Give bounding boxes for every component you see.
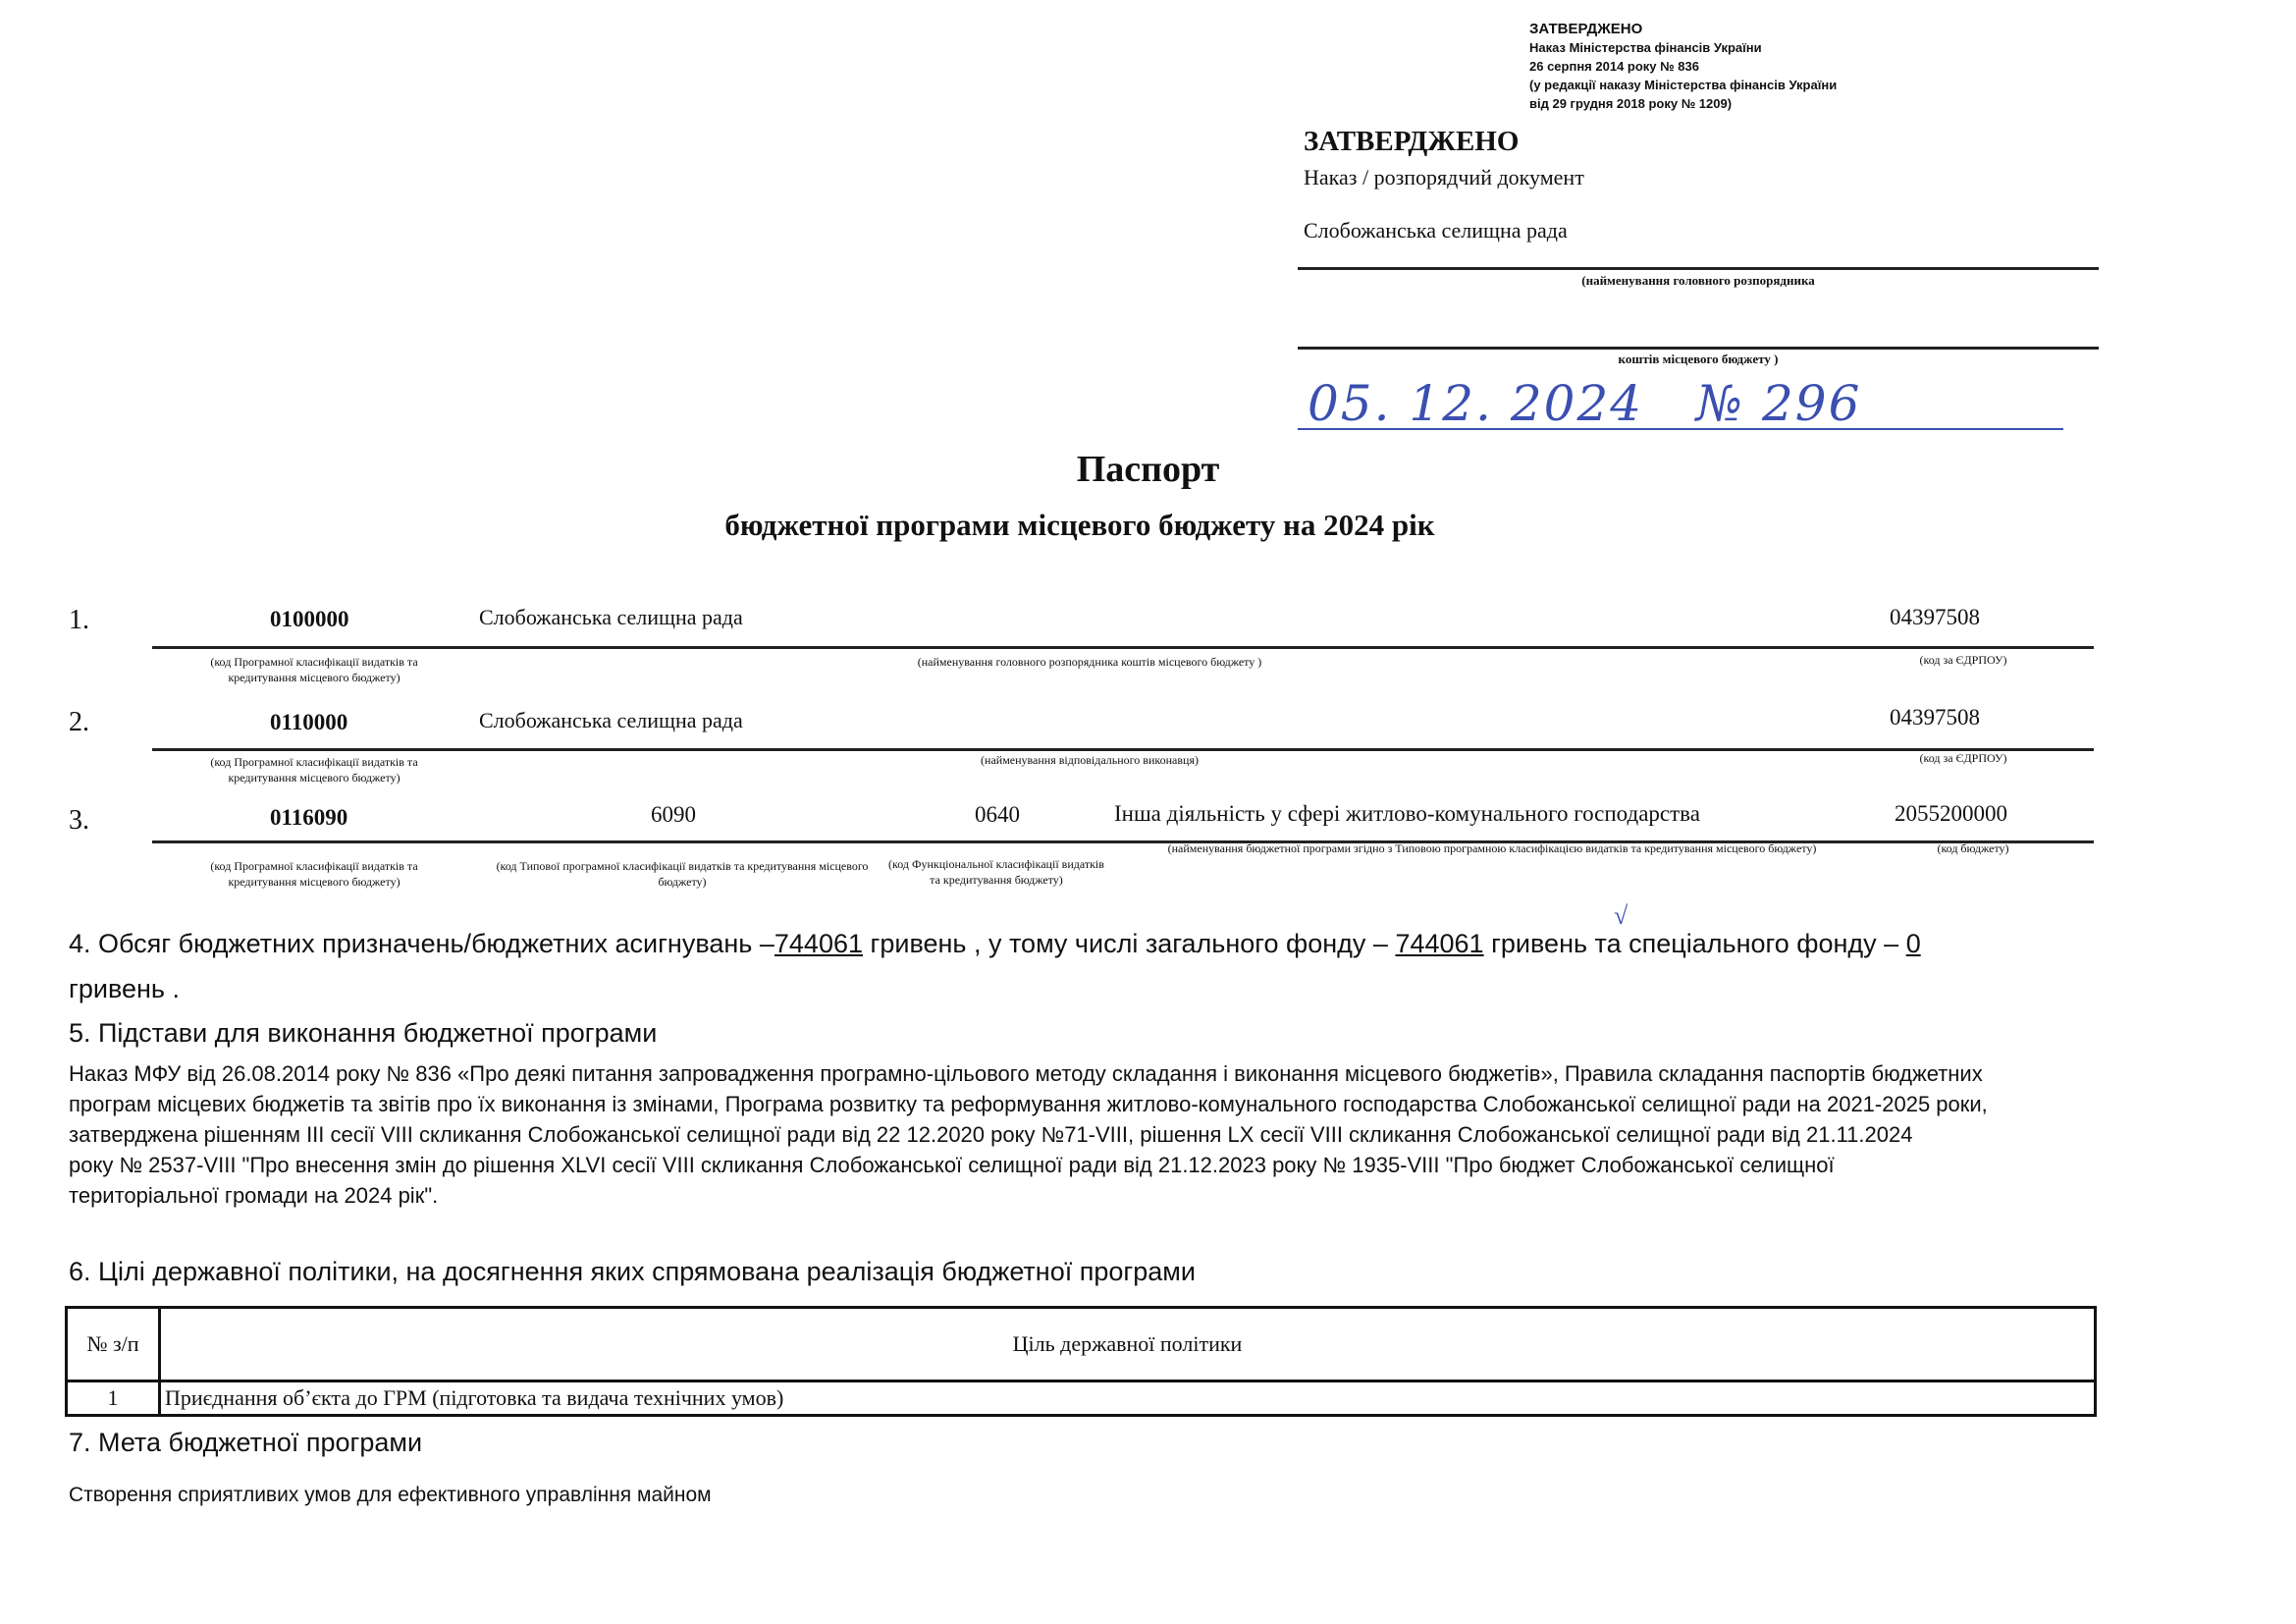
caption: (код за ЄДРПОУ) xyxy=(1919,751,2007,765)
total-amount: 744061 xyxy=(774,929,863,958)
executor-name: Слобожанська селищна рада xyxy=(479,708,743,732)
row-number: 2. xyxy=(69,707,89,737)
budget-code: 2055200000 xyxy=(1895,801,2007,826)
general-fund-amount: 744061 xyxy=(1395,929,1484,958)
edrpou-code: 04397508 xyxy=(1890,705,1980,730)
caption: (найменування бюджетної програми згідно з Типовою програмною класифікацією видатків та кредитування місцевого бюджету) xyxy=(1167,841,1817,855)
section-7-text: Створення сприятливих умов для ефективного управління майном xyxy=(69,1484,712,1506)
section-5-heading: 5. Підстави для виконання бюджетної програми xyxy=(69,1018,658,1048)
document-title: Паспорт xyxy=(1076,449,1220,490)
approval-small-line: 26 серпня 2014 року № 836 xyxy=(1529,59,1699,74)
column-header-number: № з/п xyxy=(67,1308,160,1381)
approval-authority: Слобожанська селищна рада xyxy=(1304,218,1568,243)
section-4-text: гривень . xyxy=(69,974,180,1003)
caption: (найменування відповідального виконавця) xyxy=(981,753,1199,767)
row-number: 3. xyxy=(69,805,89,836)
approval-doc-type: Наказ / розпорядчий документ xyxy=(1304,165,1584,189)
program-code: 0116090 xyxy=(270,805,348,830)
approval-small-line: від 29 грудня 2018 року № 1209) xyxy=(1529,96,1733,111)
goal-text: Приєднання об’єкта до ГРМ (підготовка та видача технічних умов) xyxy=(160,1381,2096,1416)
document-subtitle: бюджетної програми місцевого бюджету на 2024 рік xyxy=(724,508,1435,542)
section-5-text xyxy=(69,1058,2110,1211)
section-6-heading: 6. Цілі державної політики, на досягнення яких спрямована реалізація бюджетної програми xyxy=(69,1257,1196,1286)
paragraph-line: затверджена рішенням ІІІ сесії VIIІ скликання Слобожанської селищної ради від 22 12.2020 року №71-VIIІ, рішення LX сесії VIII скликання Слобожанської селищної ради від 21.11.2024 xyxy=(69,1122,1913,1147)
caption: (код бюджету) xyxy=(1937,841,2009,855)
caption: (код за ЄДРПОУ) xyxy=(1919,653,2007,667)
row-number: 1. xyxy=(69,605,89,635)
caption: (код Типової програмної класифікації видатків та кредитування місцевого бюджету) xyxy=(496,859,869,889)
special-fund-amount: 0 xyxy=(1905,929,1921,958)
approval-small-line: Наказ Міністерства фінансів України xyxy=(1529,40,1762,55)
functional-code: 0640 xyxy=(975,802,1020,827)
approval-caption: (найменування головного розпорядника xyxy=(1581,273,1815,288)
policy-goals-table xyxy=(65,1306,2097,1417)
program-code: 0100000 xyxy=(270,607,349,631)
paragraph-line: року № 2537-VIII "Про внесення змін до рішення XLVI сесії VIII скликання Слобожанської селищної ради від 21.12.2023 року № 1935-VIII "Про бюджет Слобожанської селищної xyxy=(69,1153,1835,1177)
caption: (код Програмної класифікації видатків та кредитування місцевого бюджету) xyxy=(210,859,418,889)
program-name: Інша діяльність у сфері житлово-комунального господарства xyxy=(1114,801,1700,826)
section-4-text: гривень та спеціального фонду – xyxy=(1483,929,1906,958)
divider xyxy=(1298,267,2099,270)
section-4-text: 4. Обсяг бюджетних призначень/бюджетних асигнувань – xyxy=(69,929,774,958)
section-4-budget-amount xyxy=(69,921,2096,1011)
paragraph-line: програм місцевих бюджетів та звітів про їх виконання із змінами, Програма розвитку та реформування житлово-комунального господарства Слобожанської селищної ради на 2021-2025 роки, xyxy=(69,1092,1988,1116)
paragraph-line: територіальної громади на 2024 рік". xyxy=(69,1183,439,1208)
checkmark-icon: √ xyxy=(1614,901,1629,930)
divider xyxy=(1298,347,2099,350)
goal-number: 1 xyxy=(67,1381,160,1416)
typical-program-code: 6090 xyxy=(651,802,696,827)
approval-small-line: (у редакції наказу Міністерства фінансів України xyxy=(1529,78,1838,92)
divider xyxy=(152,646,2094,649)
manager-name: Слобожанська селищна рада xyxy=(479,605,743,629)
handwritten-date-number: 05. 12. 2024 № 296 xyxy=(1308,375,1862,432)
program-code: 0110000 xyxy=(270,710,348,734)
approval-title: ЗАТВЕРДЖЕНО xyxy=(1304,126,1520,157)
section-7-heading: 7. Мета бюджетної програми xyxy=(69,1428,423,1457)
caption: (код Функціональної класифікації видатків та кредитування бюджету) xyxy=(888,857,1104,887)
column-header-goal: Ціль державної політики xyxy=(160,1308,2096,1381)
approval-caption: коштів місцевого бюджету ) xyxy=(1618,352,1779,366)
signature-line xyxy=(1298,428,2063,430)
table-row xyxy=(67,1381,2096,1416)
caption: (код Програмної класифікації видатків та кредитування місцевого бюджету) xyxy=(210,655,418,684)
caption: (код Програмної класифікації видатків та кредитування місцевого бюджету) xyxy=(210,755,418,785)
divider xyxy=(152,748,2094,751)
paragraph-line: Наказ МФУ від 26.08.2014 року № 836 «Про деякі питання запровадження програмно-цільового методу складання і виконання місцевого бюджетів», Правила складання паспортів бюджетних xyxy=(69,1061,1983,1086)
edrpou-code: 04397508 xyxy=(1890,605,1980,629)
section-4-text: гривень , у тому числі загального фонду – xyxy=(863,929,1396,958)
caption: (найменування головного розпорядника коштів місцевого бюджету ) xyxy=(917,655,1262,669)
approval-small-title: ЗАТВЕРДЖЕНО xyxy=(1529,21,1643,37)
approval-reference xyxy=(1529,20,1922,113)
table-header-row xyxy=(67,1308,2096,1381)
